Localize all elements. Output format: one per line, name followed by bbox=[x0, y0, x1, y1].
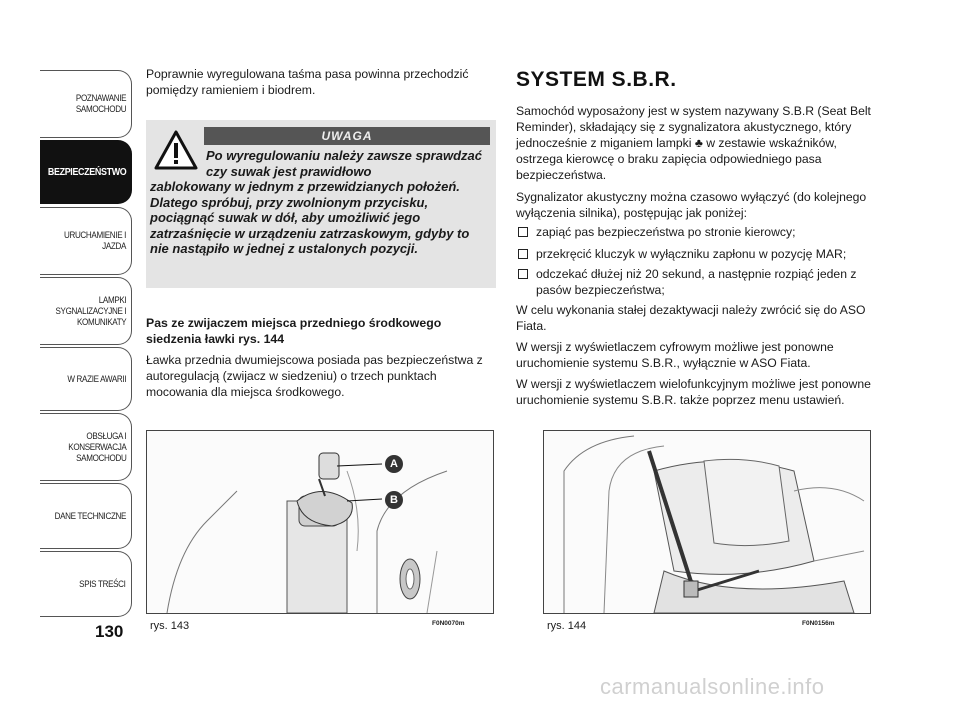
watermark: carmanualsonline.info bbox=[600, 674, 825, 699]
warning-title: UWAGA bbox=[204, 127, 490, 145]
tab-uruchamienie-i-jazda[interactable] bbox=[40, 207, 132, 275]
bullet-item bbox=[516, 266, 876, 298]
tab-obsluga-i-konserwacja[interactable] bbox=[40, 413, 132, 481]
tab-dane-techniczne[interactable] bbox=[40, 483, 132, 549]
page-number: 130 bbox=[95, 622, 124, 641]
sbr-paragraph-5: W wersji z wyświetlaczem wielofunkcyjnym możliwe jest ponowne uruchomienie systemu S.B.R. także poprzez menu ustawień. bbox=[516, 377, 871, 407]
intro-paragraph: Poprawnie wyregulowana taśma pasa powinna przechodzić pomiędzy ramieniem i biodrem. bbox=[146, 67, 469, 97]
tab-label: OBSŁUGA I KONSERWACJA SAMOCHODU bbox=[67, 430, 126, 464]
sbr-paragraph-4: W wersji z wyświetlaczem cyfrowym możliwe jest ponowne uruchomienie systemu S.B.R., wyłącznie w ASO Fiata. bbox=[516, 340, 834, 370]
tab-label: SPIS TREŚCI bbox=[79, 578, 126, 590]
bullet-item bbox=[516, 224, 876, 240]
bench-seat-illustration bbox=[544, 431, 870, 613]
tab-w-razie-awarii[interactable] bbox=[40, 347, 132, 411]
tab-label: LAMPKI SYGNALIZACYJNE I KOMUNIKATY bbox=[55, 294, 126, 328]
tab-label: DANE TECHNICZNE bbox=[54, 510, 126, 522]
checkbox-bullet-icon bbox=[518, 227, 528, 237]
section-subheading: Pas ze zwijaczem miejsca przedniego środkowego siedzenia ławki rys. 144 bbox=[146, 316, 442, 346]
tab-poznawanie-samochodu[interactable] bbox=[40, 70, 132, 138]
bullet-text: przekręcić kluczyk w wyłączniku zapłonu w pozycję MAR; bbox=[536, 247, 847, 261]
tab-label: BEZPIECZEŃSTWO bbox=[47, 165, 126, 178]
warning-text: zablokowany w jednym z przewidzianych położeń. Dlatego spróbuj, przy zwolnionym przycisku, pociągnąć suwak w dół, aby umożliwić jego zatrzaśnięcie w urządzeniu zatrzaskowym, gdyby to nie nastąpiło w jednej z ustalonych pozycji. bbox=[150, 179, 470, 256]
callout-b: B bbox=[385, 491, 403, 509]
tab-label: URUCHAMIENIE I JAZDA bbox=[63, 230, 126, 252]
figure-143-caption: rys. 143 bbox=[150, 620, 190, 632]
figure-144 bbox=[543, 430, 871, 614]
bullet-text: zapiąć pas bezpieczeństwa po stronie kierowcy; bbox=[536, 225, 796, 239]
sbr-paragraph-1: Samochód wyposażony jest w system nazywany S.B.R (Seat Belt Reminder), składający się z sygnalizatora akustycznego, który jednocześnie z miganiem lampki ♣ w zestawie wskaźników, ostrzega kierowcę o braku zapięcia odpowiedniego pasa bezpieczeństwa. bbox=[516, 104, 871, 182]
tab-lampki-sygnalizacyjne[interactable] bbox=[40, 277, 132, 345]
sbr-paragraph-3: W celu wykonania stałej dezaktywacji należy zwrócić się do ASO Fiata. bbox=[516, 303, 866, 333]
figure-143 bbox=[146, 430, 494, 614]
warning-intro: Po wyregulowaniu należy zawsze sprawdzać czy suwak jest prawidłowo bbox=[206, 148, 482, 179]
tab-bezpieczenstwo[interactable] bbox=[40, 140, 132, 204]
callout-a: A bbox=[385, 455, 403, 473]
bench-paragraph: Ławka przednia dwumiejscowa posiada pas bezpieczeństwa z autoregulacją (zwijacz w siedzeniu) o trzech punktach mocowania dla miejsca środkowego. bbox=[146, 353, 483, 399]
tab-spis-tresci[interactable] bbox=[40, 551, 132, 617]
warning-box bbox=[146, 120, 496, 288]
warning-triangle-icon bbox=[154, 130, 198, 170]
checkbox-bullet-icon bbox=[518, 269, 528, 279]
bullet-text: odczekać dłużej niż 20 sekund, a następnie rozpiąć jeden z pasów bezpieczeństwa; bbox=[536, 267, 857, 297]
seatbelt-adjuster-illustration bbox=[147, 431, 493, 613]
tab-label: W RAZIE AWARII bbox=[67, 373, 126, 385]
figure-143-code: F0N0070m bbox=[432, 620, 465, 627]
figure-144-code: F0N0156m bbox=[802, 620, 835, 627]
sbr-paragraph-2: Sygnalizator akustyczny można czasowo wyłączyć (do kolejnego wyłączenia silnika), postępując jak poniżej: bbox=[516, 190, 867, 220]
section-title: SYSTEM S.B.R. bbox=[516, 68, 677, 91]
figure-144-caption: rys. 144 bbox=[547, 620, 587, 632]
checkbox-bullet-icon bbox=[518, 249, 528, 259]
bullet-item bbox=[516, 246, 876, 262]
tab-label: POZNAWANIE SAMOCHODU bbox=[75, 93, 126, 115]
